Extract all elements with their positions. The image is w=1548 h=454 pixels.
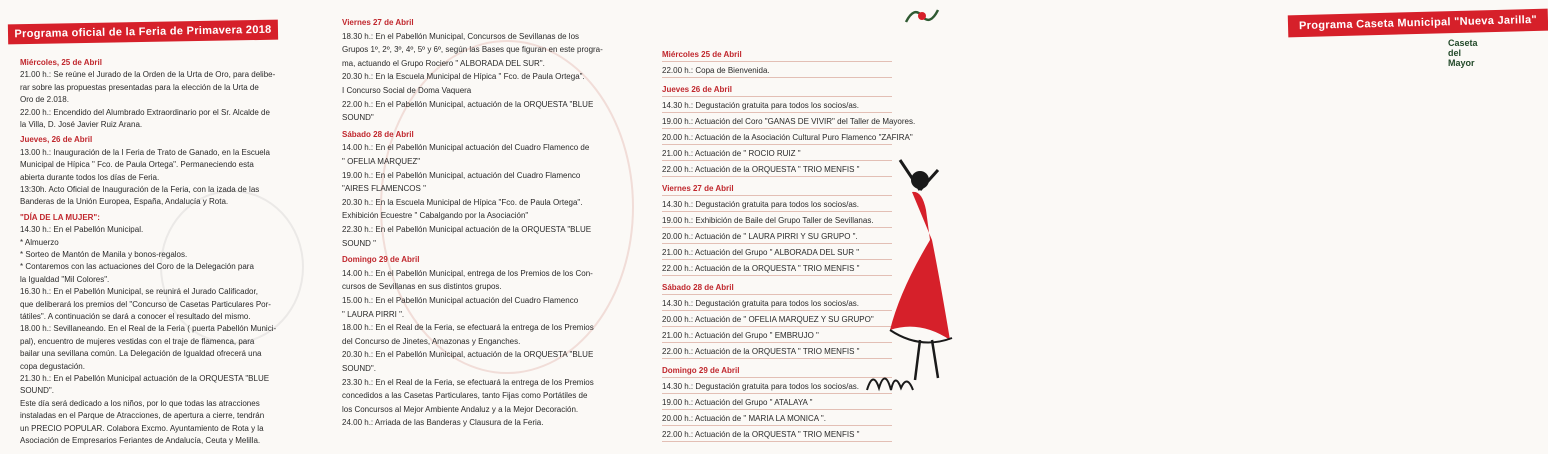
programme-line: pal), encuentro de mujeres vestidas con el traje de flamenca, para [20,336,255,346]
programme-line: la Villa, D. José Javier Ruiz Arana. [20,120,143,129]
caseta-programme-title: Programa Caseta Municipal "Nueva Jarilla" [1288,9,1548,38]
programme-line: Banderas de la Unión Europea, España, Andalucía y Rota. [20,197,229,207]
programme-line: 22.30 h.: En el Pabellón Municipal actuación de la ORQUESTA "BLUE [342,225,592,234]
programme-line: 20.00 h.: Actuación de " OFELIA MARQUEZ Y SU GRUPO" [662,315,874,324]
programme-line: SOUND" [342,113,374,123]
programme-line: Este día será dedicado a los niños, por lo que todas las atracciones [20,398,260,408]
programme-line: * Contaremos con las actuaciones del Coro de la Delegación para [20,262,254,272]
programme-line: * Almuerzo [20,237,59,247]
programme-line: copa degustación. [20,361,85,371]
programme-line: 18.30 h.: En el Pabellón Municipal, Concursos de Sevillanas de los [342,31,580,41]
divider [662,310,892,311]
programme-line: tátiles". A continuación se dará a conocer el resultado del mismo. [20,312,251,321]
programme-line: rar sobre las propuestas presentadas para la elección de la Urta de [20,82,259,92]
programme-line: instaladas en el Parque de Atracciones, de apertura a cierre, tendrán [20,411,265,421]
divider [662,128,892,129]
programme-line: SOUND " [342,238,376,248]
programme-line: bailar una sevillana común. La Delegación de Igualdad ofrecerá una [20,349,262,359]
divider [662,326,892,327]
feria-logo-icon [902,2,942,30]
programme-line: " OFELIA MARQUEZ" [342,157,421,166]
programme-line: 14.00 h.: En el Pabellón Municipal actuación del Cuadro Flamenco de [342,143,590,153]
programme-line: 19.00 h.: Exhibición de Baile del Grupo Taller de Sevillanas. [662,216,874,225]
programme-line: 20.00 h.: Actuación de " MARIA LA MONICA ". [662,414,826,423]
day-heading: Domingo 29 de Abril [342,255,420,265]
divider [662,176,892,177]
divider [662,294,892,295]
programme-line: 14.30 h.: Degustación gratuita para todos los socios/as. [662,101,860,110]
programme-line: 24.00 h.: Arriada de las Banderas y Clausura de la Feria. [342,418,544,428]
divider [662,409,892,410]
day-heading: Sábado 28 de Abril [662,283,734,292]
programme-line: "AIRES FLAMENCOS " [342,184,426,194]
programme-line: 20.30 h.: En la Escuela Municipal de Hípica "Fco. de Paula Ortega". [342,197,583,207]
programme-line: Oro de 2.018. [20,95,69,105]
programme-line: 21.30 h.: En el Pabellón Municipal actuación de la ORQUESTA "BLUE [20,374,270,383]
divider [662,441,892,442]
divider [662,227,892,228]
programme-line: 22.00 h.: En el Pabellón Municipal, actuación de la ORQUESTA "BLUE [342,99,594,109]
divider [662,425,892,426]
divider [662,275,892,276]
programme-line: SOUND". [20,386,54,396]
day-heading: Miércoles 25 de Abril [662,50,742,59]
day-heading: Sábado 28 de Abril [342,129,414,139]
programme-line: 22.00 h.: Actuación de la ORQUESTA " TRIO MENFIS " [662,430,860,439]
programme-line: 22.00 h.: Encendido del Alumbrado Extraordinario por el Sr. Alcalde de [20,107,270,117]
programme-line: abierta durante todos los días de Feria. [20,172,160,182]
programme-line: 18.00 h.: Sevillaneando. En el Real de la Feria ( puerta Pabellón Munici- [20,324,277,334]
programme-line: 19.00 h.: Actuación del Coro "GANAS DE VIVIR" del Taller de Mayores. [662,117,916,126]
flamenco-dancer-icon [860,150,960,390]
programme-line: cursos de Sevillanas en sus distintos grupos. [342,282,502,292]
divider [662,377,892,378]
divider [662,358,892,359]
programme-line: concedidos a las Casetas Particulares, tanto Fijas como Portátiles de [342,391,588,401]
day-heading: Domingo 29 de Abril [662,366,740,375]
programme-line: la Igualdad "Mil Colores". [20,274,110,284]
programme-line: 21.00 h.: Actuación del Grupo " ALBORADA DEL SUR " [662,248,860,257]
programme-line: 20.00 h.: Actuación de la Asociación Cultural Puro Flamenco "ZAFIRA" [662,133,913,142]
divider [662,259,892,260]
divider [662,195,892,196]
programme-line: 16.30 h.: En el Pabellón Municipal, se reunirá el Jurado Calificador, [20,287,258,297]
caseta-subtitle: Caseta del Mayor [1448,38,1478,68]
programme-line: ma, actuando el Grupo Rociero " ALBORADA DEL SUR". [342,58,545,68]
day-heading: Viernes 27 de Abril [662,184,734,193]
programme-line: SOUND". [342,364,376,373]
programme-line: 14.30 h.: Degustación gratuita para todos los socios/as. [662,382,860,391]
programme-line: un PRECIO POPULAR. Colabora Excmo. Ayuntamiento de Rota y la [20,423,264,433]
programme-line: 20.30 h.: En el Pabellón Municipal, actuación de la ORQUESTA "BLUE [342,350,594,360]
divider [662,393,892,394]
programme-line: Grupos 1º, 2º, 3º, 4º, 5º y 6º, según las Bases que figuran en este progra- [342,45,603,55]
programme-line: 23.30 h.: En el Real de la Feria, se efectuará la entrega de los Premios [342,377,594,387]
day-heading: Jueves 26 de Abril [662,85,732,94]
divider [662,160,892,161]
official-programme-title: Programa oficial de la Feria de Primavera 2018 [8,20,278,45]
day-heading: Jueves, 26 de Abril [20,135,93,145]
programme-line: que deliberará los premios del "Concurso de Casetas Particulares Por- [20,299,271,309]
programme-line: 22.00 h.: Copa de Bienvenida. [662,66,770,75]
divider [662,61,892,62]
programme-line: 15.00 h.: En el Pabellón Municipal actuación del Cuadro Flamenco [342,296,579,305]
divider [662,96,892,97]
programme-line: 22.00 h.: Actuación de la ORQUESTA " TRIO MENFIS " [662,264,860,273]
divider [662,144,892,145]
programme-line: 18.00 h.: En el Real de la Feria, se efectuará la entrega de los Premios [342,323,594,333]
weekend-programme-column [330,0,630,454]
official-programme-column [0,0,318,454]
programme-line: Exhibición Ecuestre " Cabalgando por la Asociación" [342,211,529,221]
programme-line: 14.30 h.: Degustación gratuita para todos los socios/as. [662,299,860,308]
programme-line: 21.00 h.: Se reúne el Jurado de la Orden de la Urta de Oro, para delibe- [20,70,276,80]
divider [662,211,892,212]
programme-line: del Concurso de Jinetes, Amazonas y Enganches. [342,336,521,346]
day-heading: Viernes 27 de Abril [342,18,414,27]
programme-line: Municipal de Hípica " Fco. de Paula Ortega". Permaneciendo esta [20,160,254,170]
signature-scribble-icon [865,360,935,400]
programme-line: 19.00 h.: Actuación del Grupo " ATALAYA " [662,398,813,407]
programme-line: Asociación de Empresarios Feriantes de Andalucía, Ceuta y Melilla. [20,436,261,445]
programme-line: 13:30h. Acto Oficial de Inauguración de la Feria, con la izada de las [20,185,260,194]
programme-line: 22.00 h.: Actuación de la ORQUESTA " TRIO MENFIS " [662,347,860,356]
day-heading: "DÍA DE LA MUJER": [20,212,100,222]
programme-line: 20.30 h.: En la Escuela Municipal de Hípica " Fco. de Paula Ortega". [342,72,585,82]
day-heading: Miércoles, 25 de Abril [20,58,102,67]
programme-line: " LAURA PIRRI ". [342,309,405,319]
divider [662,243,892,244]
programme-line: 21.00 h.: Actuación del Grupo " EMBRUJO " [662,331,819,340]
divider [662,342,892,343]
programme-line: los Concursos al Mejor Ambiente Andaluz y a la Mejor Decoración. [342,404,579,414]
programme-line: I Concurso Social de Doma Vaquera [342,86,472,95]
programme-line: 14.00 h.: En el Pabellón Municipal, entrega de los Premios de los Con- [342,268,593,278]
programme-line: 13.00 h.: Inauguración de la I Feria de Trato de Ganado, en la Escuela [20,147,270,157]
divider [662,77,892,78]
divider [662,112,892,113]
programme-line: 14.30 h.: En el Pabellón Municipal. [20,225,144,235]
programme-line: 22.00 h.: Actuación de la ORQUESTA " TRIO MENFIS " [662,165,860,174]
programme-line: 14.30 h.: Degustación gratuita para todos los socios/as. [662,200,860,209]
programme-line: 21.00 h.: Actuación de " ROCIO RUIZ " [662,149,801,158]
programme-line: 20.00 h.: Actuación de " LAURA PIRRI Y SU GRUPO ". [662,232,858,241]
programme-line: * Sorteo de Mantón de Manila y bonos-regalos. [20,250,188,259]
programme-line: 19.00 h.: En el Pabellón Municipal, actuación del Cuadro Flamenco [342,170,581,180]
